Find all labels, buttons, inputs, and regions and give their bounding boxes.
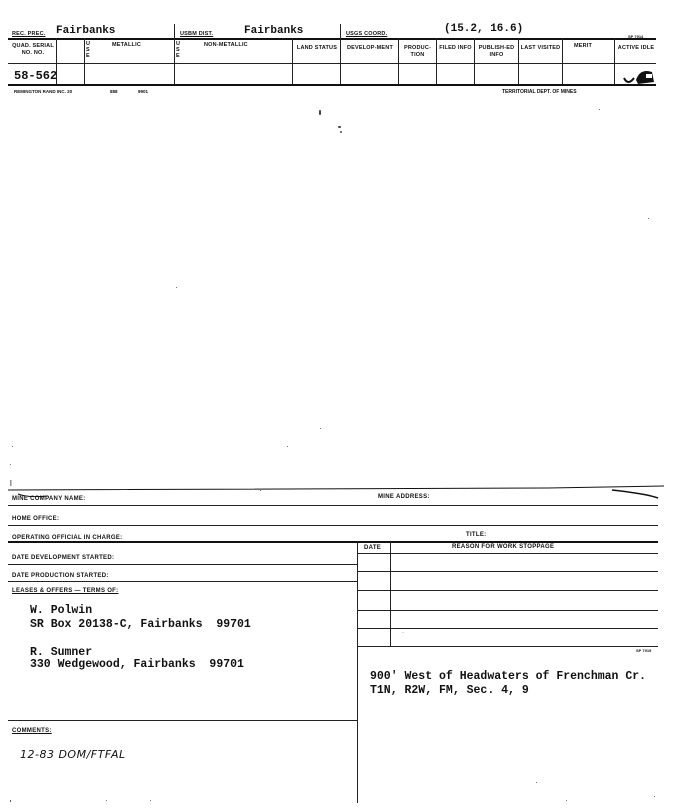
operating-official-label: OPERATING OFFICIAL IN CHARGE: (12, 535, 123, 541)
lessee-2-name: R. Sumner (30, 646, 93, 659)
date-col-label: DATE (364, 545, 382, 551)
rec-prec-value: Fairbanks (56, 25, 116, 37)
col-development: DEVELOP-MENT (346, 45, 394, 51)
home-office-label: HOME OFFICE: (12, 516, 60, 522)
col-quad-serial: QUAD. SERIAL NO. NO. (12, 43, 54, 56)
col-metallic: METALLIC (112, 42, 141, 48)
col-production: PRODUC-TION (403, 45, 432, 58)
location-line-2: T1N, R2W, FM, Sec. 4, 9 (370, 684, 529, 697)
mine-address-label: MINE ADDRESS: (378, 494, 430, 500)
lessee-2-address: 330 Wedgewood, Fairbanks 99701 (30, 658, 244, 671)
col-last-visited: LAST VISITED (520, 45, 561, 51)
lessee-1-address: SR Box 20138-C, Fairbanks 99701 (30, 618, 251, 631)
col-non-metallic: NON-METALLIC (204, 42, 248, 48)
usgs-coord-label: USGS COORD. (346, 31, 388, 37)
leases-label: LEASES & OFFERS — TERMS OF: (12, 588, 119, 594)
col-merit: MERIT (573, 43, 593, 49)
usbm-dist-label: USBM DIST. (180, 31, 214, 37)
col-active-idle: ACTIVE IDLE (617, 45, 655, 51)
col-use-1: U S E (86, 41, 91, 59)
imprint-code-a: 888 (110, 89, 118, 94)
col-filed-info: FILED INFO (439, 45, 472, 51)
lessee-1-name: W. Polwin (30, 604, 93, 617)
imprint-code-b: 9901 (138, 89, 149, 94)
col-published-info: PUBLISH-ED INFO (478, 45, 515, 58)
usgs-coord-value: (15.2, 16.6) (444, 23, 524, 35)
form-code-bottom: SP 7915 (636, 648, 652, 653)
date-development-label: DATE DEVELOPMENT STARTED: (12, 555, 115, 561)
reason-col-label: REASON FOR WORK STOPPAGE (452, 544, 555, 550)
col-use-2: U S E (176, 41, 181, 59)
usbm-dist-value: Fairbanks (244, 25, 304, 37)
department-imprint: TERRITORIAL DEPT. OF MINES (502, 89, 577, 95)
serial-number: 58-562 (14, 69, 58, 83)
card-top-edge (8, 476, 668, 500)
rec-prec-label: REC. PREC. (12, 31, 46, 37)
date-production-label: DATE PRODUCTION STARTED: (12, 573, 109, 579)
comments-handwritten: 12-83 DOM/FTFAL (20, 748, 126, 761)
comments-label: COMMENTS: (12, 728, 52, 734)
clip-mark (620, 62, 660, 86)
mine-company-label: MINE COMPANY NAME: (12, 496, 86, 502)
col-land-status: LAND STATUS (296, 45, 338, 51)
title-label: TITLE: (466, 532, 487, 538)
location-line-1: 900' West of Headwaters of Frenchman Cr. (370, 670, 647, 683)
form-code-top: SP 7914 (628, 34, 644, 39)
printer-imprint: REMINGTON RAND INC. 20 (14, 89, 73, 94)
